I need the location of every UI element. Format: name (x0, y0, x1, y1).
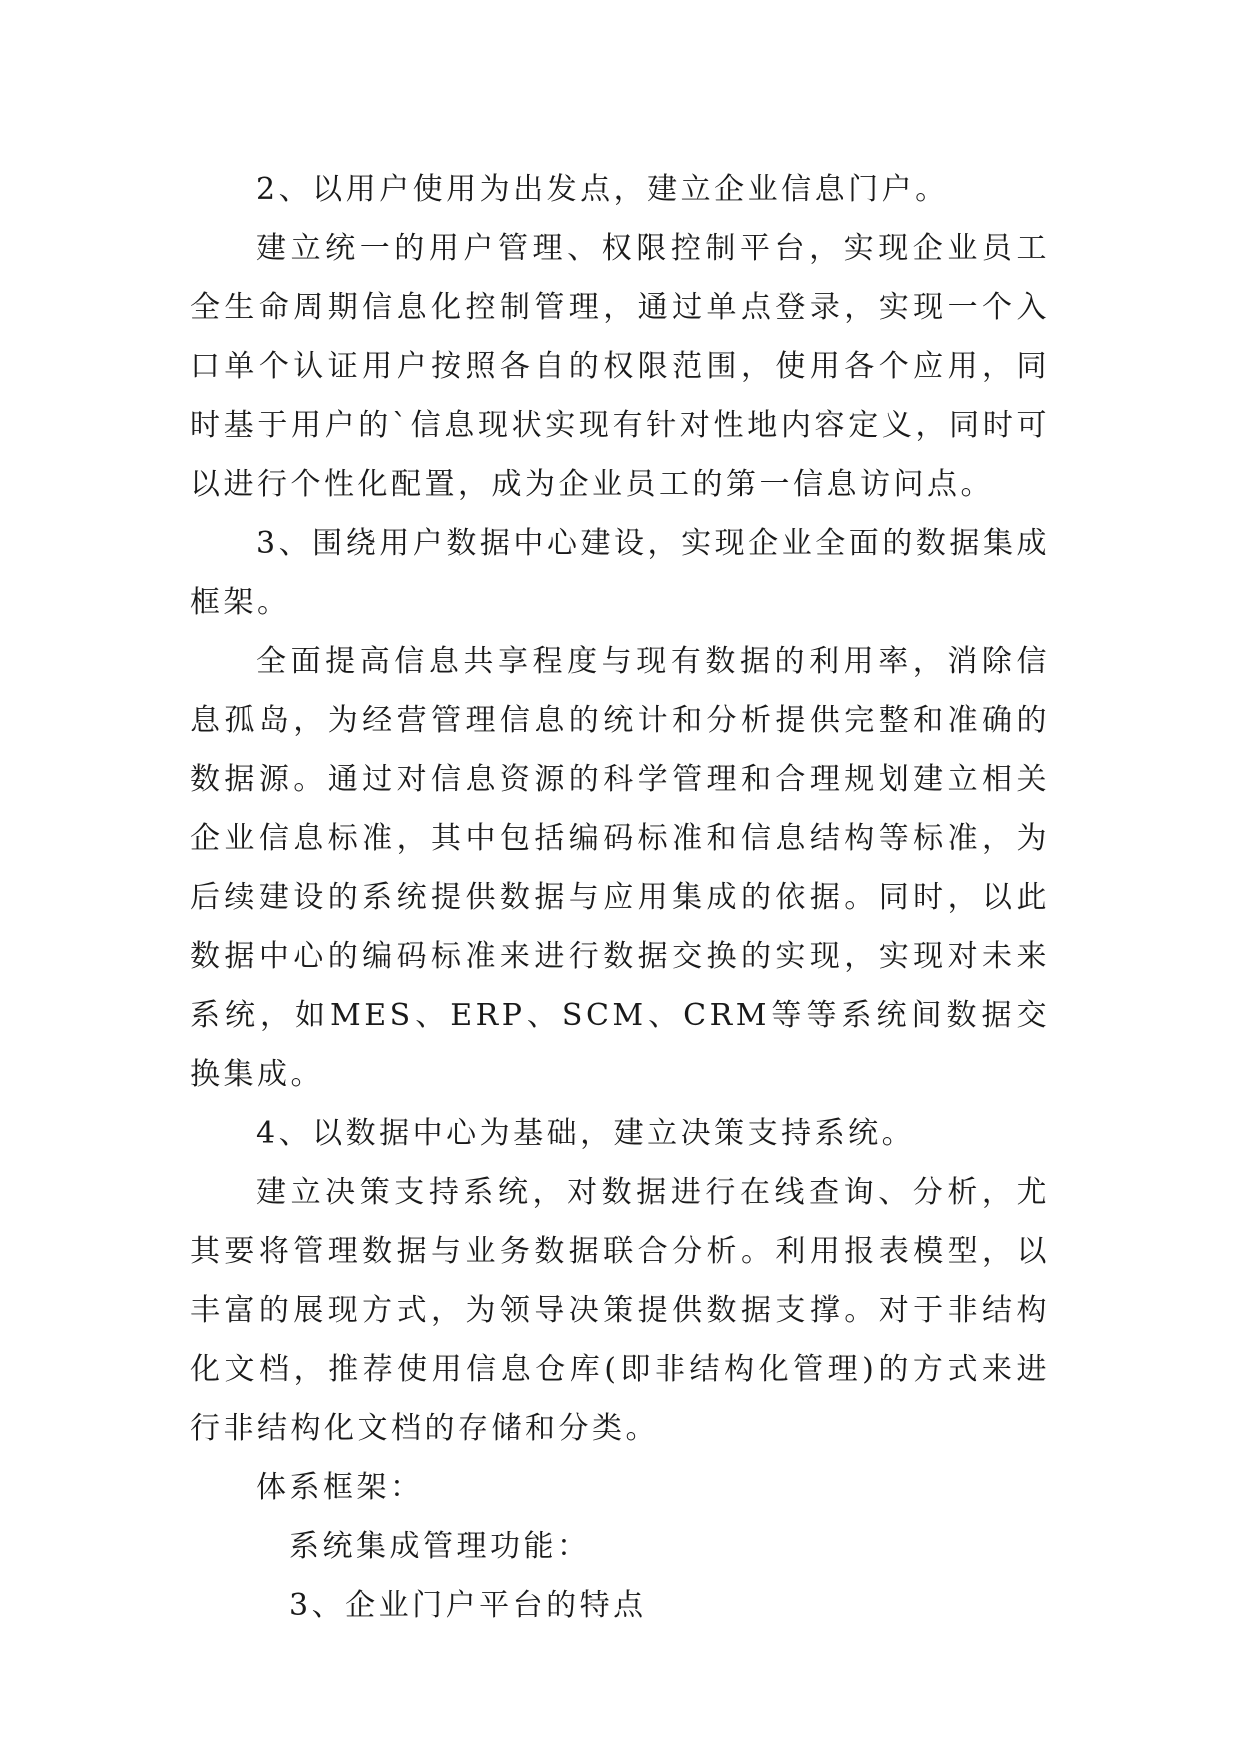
paragraph-user-management: 建立统一的用户管理、权限控制平台，实现企业员工全生命周期信息化控制管理，通过单点登录，实现一个入口单个认证用户按照各自的权限范围，使用各个应用，同时基于用户的`信息现状实现有针对性地内容定义，同时可以进行个性化配置，成为企业员工的第一信息访问点。 (190, 231, 1050, 502)
paragraph-data-integration: 全面提高信息共享程度与现有数据的利用率，消除信息孤岛，为经营管理信息的统计和分析提供完整和准确的数据源。通过对信息资源的科学管理和合理规划建立相关企业信息标准，其中包括编码标准和信息结构等标准，为后续建设的系统提供数据与应用集成的依据。同时，以此数据中心的编码标准来进行数据交换的实现，实现对未来系统，如MES、ERP、SCM、CRM等等系统间数据交换集成。 (190, 644, 1050, 1092)
section-heading-decision-support: 4、以数据中心为基础，建立决策支持系统。 (256, 1116, 916, 1151)
section-heading-portal-features: 3、企业门户平台的特点 (289, 1588, 647, 1623)
section-heading-portal: 2、以用户使用为出发点，建立企业信息门户。 (256, 172, 949, 207)
section-heading-data-center: 3、围绕用户数据中心建设，实现企业全面的数据集成框架。 (190, 526, 1050, 620)
label-framework: 体系框架： (256, 1470, 424, 1505)
paragraph-decision-support: 建立决策支持系统，对数据进行在线查询、分析，尤其要将管理数据与业务数据联合分析。利用报表模型，以丰富的展现方式，为领导决策提供数据支撑。对于非结构化文档，推荐使用信息仓库(即非结构化管理)的方式来进行非结构化文档的存储和分类。 (190, 1175, 1050, 1446)
document-body (190, 160, 1050, 1635)
label-integration-functions: 系统集成管理功能： (289, 1529, 591, 1564)
